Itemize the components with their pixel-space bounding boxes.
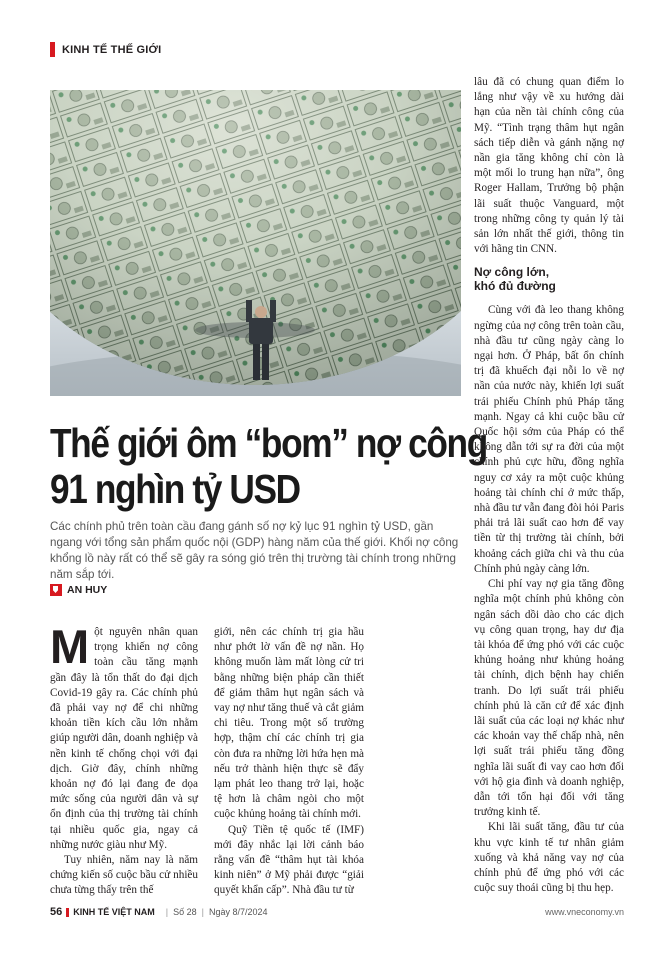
paragraph: Quỹ Tiền tệ quốc tế (IMF) mới đây nhắc lại lời cảnh báo rằng vấn đề “thâm hụt tài khóa kinh niên” ở Mỹ phải được “giải quyết khẩn cấp”. Nhà đầu tư từ — [214, 823, 364, 897]
article-lead: Các chính phủ trên toàn cầu đang gánh số nợ kỷ lục 91 nghìn tỷ USD, gần ngang với tổng sản phẩm quốc nội (GDP) hàng năm của thế giới. Khối nợ công khổng lồ này rất có thể sẽ gây ra sóng gió trên thị trường tài chính trong những năm sắp tới. — [50, 520, 459, 581]
body-column-2 — [214, 625, 364, 899]
body-column-3 — [474, 75, 624, 896]
issue-date: Ngày 8/7/2024 — [208, 907, 268, 917]
paragraph: Chi phí vay nợ gia tăng đồng nghĩa một chính phủ không còn ngân sách dồi dào cho các dịch vụ công quan trọng, hay dư địa tài khóa để ứng phó với các cuộc khủng hoảng như khủng hoảng tài chính, dịch bệnh hay chiến tranh. Do lợi suất trái phiếu chính phủ là căn cứ để xác định lãi suất của các loại nợ khác như các khoản vay thế chấp nhà, nên lợi suất trái phiếu tăng đồng nghĩa lãi suất đi vay cao hơn đối với hộ gia đình và doanh nghiệp, dẫn tới tổn hại đối với tăng trưởng kinh tế. — [474, 578, 624, 819]
footer-separator: | — [165, 907, 169, 917]
paragraph — [50, 620, 198, 853]
headline-line-1: Thế giới ôm “bom” nợ công — [50, 420, 487, 466]
footer-separator: | — [201, 907, 204, 917]
section-tag — [50, 42, 161, 57]
hero-image — [50, 90, 461, 396]
pen-icon — [50, 584, 62, 596]
article-headline — [50, 420, 487, 512]
paragraph: Cùng với đà leo thang không ngừng của nợ công trên toàn cầu, nhà đầu tư cũng ngày càng lo ngại hơn. Ở Pháp, bất ổn chính trị đã khuếch đại nỗi lo về nợ nần của nước này, khiến lợi suất trái phiếu Chính phủ Pháp tăng mạnh. Ngay cả khi cuộc bầu cử Quốc hội sớm của Pháp có thể không dẫn tới sự ra đời của một chính phủ cực hữu, đồng nghĩa nguy cơ xảy ra một cuộc khủng hoảng tài chính chỉ ở mức thấp, nhà đầu tư vẫn đang đòi hỏi Paris phải trả lãi suất cao hơn để vay tiền từ thị trường tài chính, bởi khoảng cách giữa chi và thu của Chính phủ ngày càng lớn. — [474, 304, 624, 575]
headline-line-2: 91 nghìn tỷ USD — [50, 466, 300, 512]
subheading-line-2: khó đủ đường — [474, 279, 556, 294]
issue-number: Số 28 — [173, 907, 197, 917]
footer-marker — [66, 908, 69, 917]
page-footer — [50, 906, 624, 920]
drop-cap: M — [50, 620, 90, 673]
paragraph: Tuy nhiên, năm nay là năm chứng kiến số cuộc bầu cử nhiều chưa từng thấy trên thế — [50, 854, 198, 897]
section-label: KINH TẾ THẾ GIỚI — [62, 43, 162, 56]
author-name: AN HUY — [67, 584, 108, 596]
section-marker — [50, 42, 55, 57]
author-byline — [50, 584, 107, 596]
website-link[interactable]: www.vneconomy.vn — [545, 907, 624, 917]
body-column-1 — [50, 620, 198, 899]
magazine-name: KINH TẾ VIỆT NAM — [73, 907, 155, 917]
money-ball-image — [50, 90, 461, 396]
paragraph-text: ột nguyên nhân quan trọng khiến nợ công toàn cầu tăng mạnh gần đây là tổn thất do đại dịch Covid-19 gây ra. Các chính phủ đã phải vay nợ để chi những khoản tiền kích cầu lớn nhằm giúp người dân, doanh nghiệp và nền kinh tế chống chọi với đại dịch. Giờ đây, chính những khoản nợ đó lại đang đe dọa mức sống của người dân và sự ổn định của thị trường tài chính tại nhiều quốc gia, ngay cả những nước giàu như Mỹ. — [50, 626, 198, 851]
paragraph: lâu đã có chung quan điểm lo lắng như vậy về xu hướng dài hạn của nền tài chính công của Mỹ. “Tình trạng thâm hụt ngân sách tiếp diễn và gánh nặng nợ nần gia tăng không chỉ còn là một mối lo trung hạn nữa”, ông Roger Hallam, Trưởng bộ phận lãi suất thuộc Vanguard, một trong những công ty quản lý tài sản lớn nhất thế giới, thông tin với hãng tin CNN. — [474, 76, 624, 256]
paragraph: giới, nên các chính trị gia hầu như phớt lờ vấn đề nợ nần. Họ không muốn làm mất lòng cử tri bằng những biện pháp cần thiết để giảm thâm hụt ngân sách và vay nợ như tăng thuế và cắt giảm chi tiêu. Trong một số trường hợp, thậm chí các chính trị gia còn đưa ra những lời hứa hẹn mà nếu trở thành hiện thực sẽ đẩy lạm phát leo thang trở lại, hoặc tệ hơn là châm ngòi cho một cuộc khủng hoảng tài chính mới. — [214, 626, 364, 821]
subheading — [474, 265, 624, 293]
page-number: 56 — [50, 906, 63, 918]
subheading-line-1: Nợ công lớn, — [474, 265, 550, 280]
paragraph: Khi lãi suất tăng, đầu tư của khu vực kinh tế tư nhân giảm xuống và khả năng vay nợ của chính phủ để ứng phó với các cuộc suy thoái cũng bị thu hẹp. — [474, 821, 624, 895]
